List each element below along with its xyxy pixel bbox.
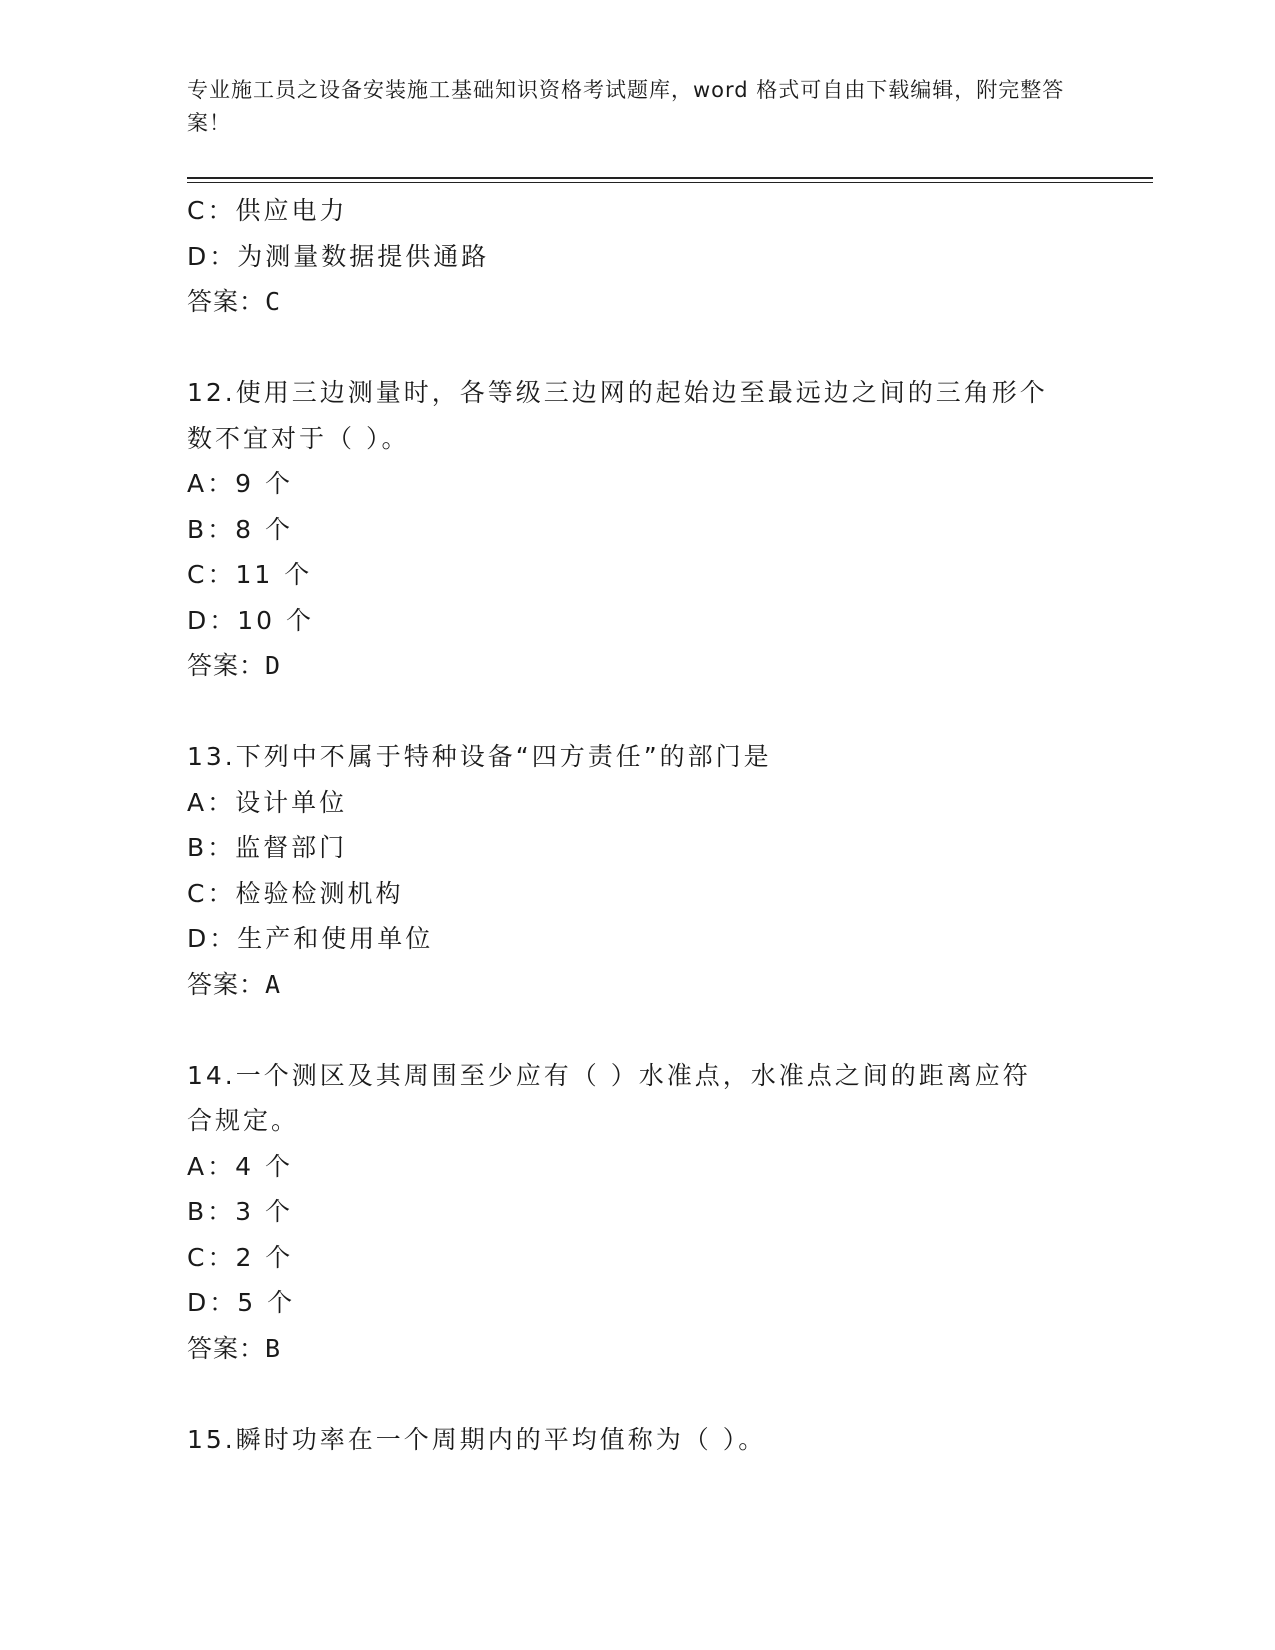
spacer — [187, 1007, 1067, 1053]
option-d: D：10 个 — [187, 605, 315, 635]
header-divider-thick — [187, 177, 1153, 179]
option-a: A：9 个 — [187, 469, 293, 498]
question-stem-continued: 数不宜对于（ ）。 — [187, 423, 410, 453]
option-b: B：监督部门 — [187, 833, 348, 862]
question-13 — [187, 734, 1067, 1007]
option-a: A：4 个 — [187, 1151, 293, 1181]
option-c: C：2 个 — [187, 1242, 294, 1272]
question-stem-continued: 合规定。 — [187, 1106, 300, 1135]
document-page — [187, 0, 1157, 1650]
question-15 — [187, 1417, 1067, 1463]
header-divider-thin — [187, 182, 1153, 183]
question-14 — [187, 1053, 1067, 1372]
question-stem: 14.一个测区及其周围至少应有（ ）水准点，水准点之间的距离应符 — [187, 1060, 1031, 1090]
answer-line: 答案：C — [187, 287, 282, 316]
option-c: C：检验检测机构 — [187, 878, 404, 908]
question-stem: 13.下列中不属于特种设备“四方责任”的部门是 — [187, 742, 772, 771]
spacer — [187, 325, 1067, 371]
option-d: D：5 个 — [187, 1288, 296, 1317]
option-c: C：供应电力 — [187, 196, 348, 225]
question-stem: 12.使用三边测量时，各等级三边网的起始边至最远边之间的三角形个 — [187, 378, 1048, 407]
question-11-tail — [187, 188, 1067, 325]
spacer — [187, 1371, 1067, 1417]
document-header: 专业施工员之设备安装施工基础知识资格考试题库，word 格式可自由下载编辑，附完整答案！ — [187, 78, 1065, 135]
question-content — [187, 188, 1067, 1462]
question-stem: 15.瞬时功率在一个周期内的平均值称为（ ）。 — [187, 1424, 767, 1454]
option-d: D：生产和使用单位 — [187, 924, 434, 953]
answer-line: 答案：B — [187, 1333, 282, 1363]
answer-line: 答案：D — [187, 651, 282, 680]
spacer — [187, 689, 1067, 735]
option-d: D：为测量数据提供通路 — [187, 241, 490, 271]
option-a: A：设计单位 — [187, 787, 348, 817]
option-b: B：8 个 — [187, 514, 294, 544]
option-c: C：11 个 — [187, 560, 313, 589]
question-12 — [187, 370, 1067, 689]
answer-line: 答案：A — [187, 969, 282, 999]
option-b: B：3 个 — [187, 1197, 294, 1226]
